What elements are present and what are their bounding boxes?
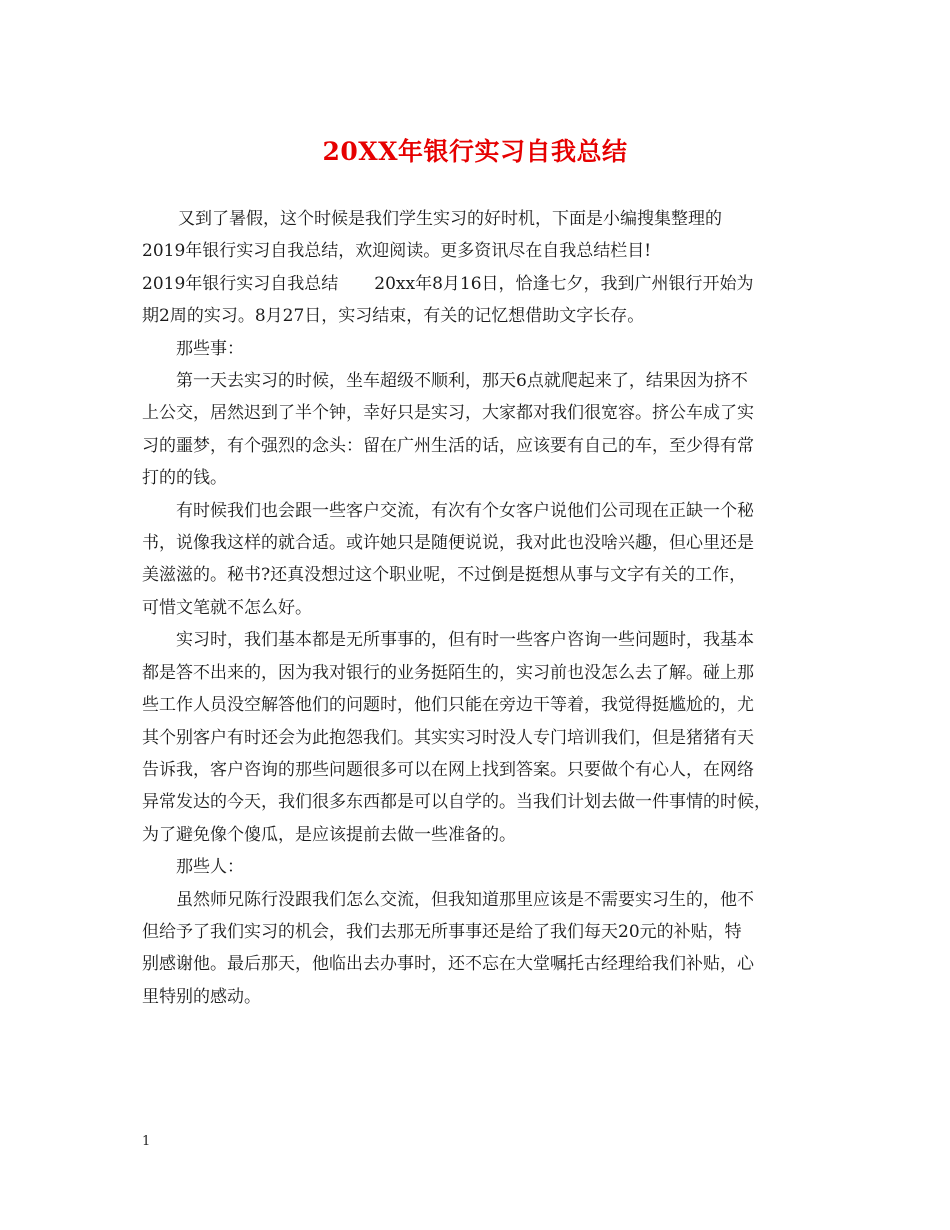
section-heading-events: 那些事： [176, 338, 244, 359]
document-title: 20XX年银行实习自我总结 [322, 137, 628, 166]
paragraph-line: 但给予了我们实习的机会，我们去那无所事事还是给了我们每天20元的补贴，特 [142, 921, 742, 942]
intro-line-2: 2019年银行实习自我总结，欢迎阅读。更多资讯尽在自我总结栏目! [142, 241, 652, 262]
paragraph-line: 都是答不出来的，因为我对银行的业务挺陌生的，实习前也没怎么去了解。碰上那 [142, 662, 754, 683]
paragraph-line: 习的噩梦，有个强烈的念头：留在广州生活的话，应该要有自己的车，至少得有常 [142, 435, 754, 456]
paragraph-line: 美滋滋的。秘书?还真没想过这个职业呢，不过倒是挺想从事与文字有关的工作， [142, 565, 747, 586]
paragraph-line: 有时候我们也会跟一些客户交流，有次有个女客户说他们公司现在正缺一个秘 [176, 500, 754, 521]
paragraph-people [142, 884, 812, 1014]
intro-paragraph [142, 203, 812, 268]
paragraph-secretary [142, 495, 812, 625]
summary-line-1 [142, 268, 812, 300]
paragraph-line: 告诉我，客户咨询的那些问题很多可以在网上找到答案。只要做个有心人，在网络 [142, 759, 754, 780]
paragraph-line: 实习时，我们基本都是无所事事的，但有时一些客户咨询一些问题时，我基本 [176, 630, 754, 651]
paragraph-line: 可惜文笔就不怎么好。 [142, 597, 312, 618]
paragraph-line: 虽然师兄陈行没跟我们怎么交流，但我知道那里应该是不需要实习生的，他不 [176, 889, 754, 910]
document-body [142, 203, 812, 1013]
paragraph-work [142, 624, 812, 851]
paragraph-line: 些工作人员没空解答他们的问题时，他们只能在旁边干等着，我觉得挺尴尬的，尤 [142, 695, 754, 716]
paragraph-commute [142, 365, 812, 495]
paragraph-line: 为了避免像个傻瓜，是应该提前去做一些准备的。 [142, 824, 516, 845]
summary-paragraph [142, 268, 812, 333]
paragraph-line: 里特别的感动。 [142, 986, 261, 1007]
paragraph-line: 打的的钱。 [142, 468, 227, 489]
section-heading-people: 那些人： [176, 857, 244, 878]
paragraph-line: 第一天去实习的时候，坐车超级不顺利，那天6点就爬起来了，结果因为挤不 [176, 371, 748, 392]
paragraph-line: 书，说像我这样的就合适。或许她只是随便说说，我对此也没啥兴趣，但心里还是 [142, 533, 754, 554]
summary-line-2: 期2周的实习。8月27日，实习结束，有关的记忆想借助文字长存。 [142, 306, 645, 327]
page-number: 1 [142, 1134, 151, 1149]
summary-label: 2019年银行实习自我总结 [142, 273, 339, 294]
intro-line-1: 又到了暑假，这个时候是我们学生实习的好时机，下面是小编搜集整理的 [178, 209, 722, 229]
paragraph-line: 别感谢他。最后那天，他临出去办事时，还不忘在大堂嘱托古经理给我们补贴，心 [142, 954, 754, 975]
paragraph-line: 上公交，居然迟到了半个钟，幸好只是实习，大家都对我们很宽容。挤公车成了实 [142, 403, 754, 424]
paragraph-line: 其个别客户有时还会为此抱怨我们。其实实习时没人专门培训我们，但是猪猪有天 [142, 727, 754, 748]
summary-line-1-rest: 20xx年8月16日，恰逢七夕，我到广州银行开始为 [374, 273, 754, 294]
paragraph-line: 异常发达的今天，我们很多东西都是可以自学的。当我们计划去做一件事情的时候， [142, 792, 771, 813]
